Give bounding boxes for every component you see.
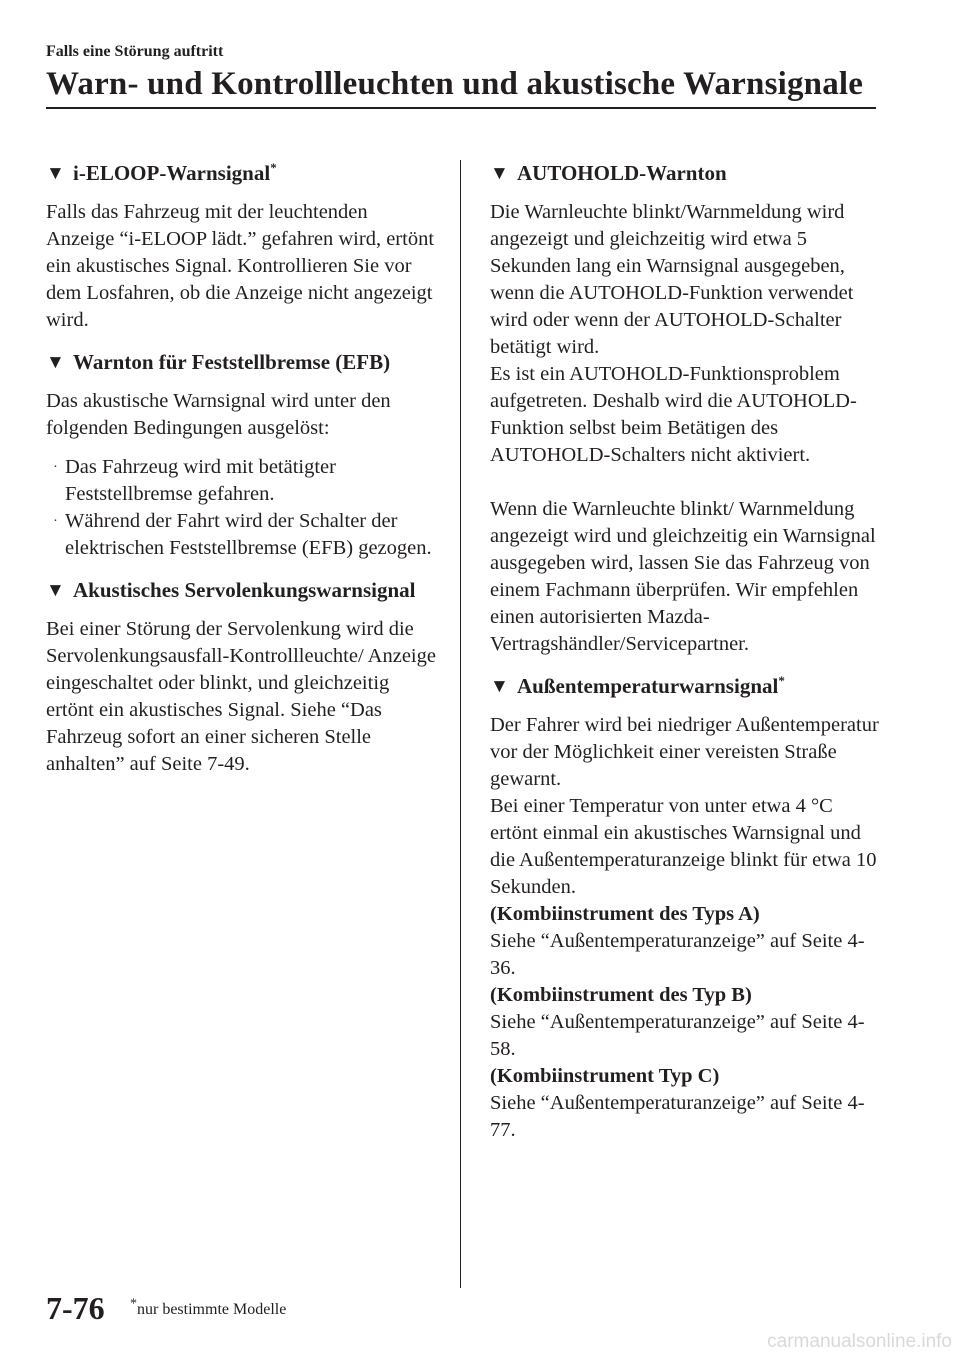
triangle-marker-icon: ▼ [46, 580, 65, 601]
list-item-text: Während der Fahrt wird der Schalter der elektrischen Feststellbremse (EFB) gezogen. [65, 510, 432, 559]
paragraph: Falls das Fahrzeug mit der leuchtenden Anzeige “i-ELOOP lädt.” gefahren wird, ertönt ein akustisches Signal. Kontrollieren Sie vor dem Losfahren, ob die Anzeige nicht angezeigt wird. [46, 201, 435, 331]
paragraph: Es ist ein AUTOHOLD-Funktionsproblem aufgetreten. Deshalb wird die AUTOHOLD-Funktion selbst beim Betätigen des AUTOHOLD-Schalters nicht aktiviert. [490, 363, 857, 466]
section-heading-autohold [490, 160, 880, 187]
section-heading-text: AUTOHOLD-Warnton [517, 161, 727, 185]
section-heading-temperature [490, 673, 880, 700]
list-item [46, 454, 436, 508]
page-header [46, 42, 876, 104]
paragraph: Der Fahrer wird bei niedriger Außentemperatur vor der Möglichkeit einer vereisten Straße gewarnt. [490, 714, 879, 790]
triangle-marker-icon: ▼ [46, 163, 65, 184]
section-heading-servo [46, 577, 436, 604]
list-item-text: Das Fahrzeug wird mit betätigter Feststellbremse gefahren. [65, 456, 336, 505]
page-reference: Siehe “Außentemperaturanzeige” auf Seite 4-58. [490, 1011, 865, 1060]
section-heading-text: Warnton für Feststellbremse (EFB) [73, 350, 391, 374]
list-item [46, 508, 436, 562]
page-number: 7-76 [46, 1290, 105, 1326]
triangle-marker-icon: ▼ [490, 676, 509, 697]
watermark: carmanualsonline.info [767, 1331, 952, 1352]
triangle-marker-icon: ▼ [490, 163, 509, 184]
paragraph: Bei einer Störung der Servolenkung wird die Servolenkungsausfall-Kontrollleuchte/ Anzeige eingeschaltet oder blinkt, und gleichzeitig ertönt ein akustisches Signal. Siehe “Das Fahrzeug sofort an einer sicheren Stelle anhalten” auf Seite 7-49. [46, 618, 436, 775]
triangle-marker-icon: ▼ [46, 352, 65, 373]
bullet-icon: · [53, 460, 58, 475]
asterisk-marker: * [778, 673, 785, 688]
paragraph: Das akustische Warnsignal wird unter den folgenden Bedingungen ausgelöst: [46, 390, 391, 439]
paragraph: Wenn die Warnleuchte blinkt/ Warnmeldung angezeigt wird und gleichzeitig ein Warnsignal ausgegeben wird, lassen Sie das Fahrzeug von einem Fachmann überprüfen. Wir empfehlen einen autorisierten Mazda-Vertragshändler/Servicepartner. [490, 498, 876, 655]
page-reference: Siehe “Außentemperaturanzeige” auf Seite 4-77. [490, 1092, 865, 1141]
paragraph: Die Warnleuchte blinkt/Warnmeldung wird angezeigt und gleichzeitig wird etwa 5 Sekunden lang ein Warnsignal ausgegeben, wenn die AUTOHOLD-Funktion verwendet wird oder wenn der AUTOHOLD-Schalter betätigt wird. [490, 201, 854, 358]
header-rule [46, 107, 876, 109]
left-column [46, 160, 436, 778]
subheading: (Kombiinstrument Typ C) [490, 1065, 720, 1087]
section-heading-text: i-ELOOP-Warnsignal [73, 161, 271, 185]
footnote [130, 1296, 287, 1320]
running-title: Falls eine Störung auftritt [46, 43, 224, 60]
section-heading-i-eloop [46, 160, 436, 187]
paragraph: Bei einer Temperatur von unter etwa 4 °C ertönt einmal ein akustisches Warnsignal und die Außentemperaturanzeige blinkt für etwa 10 Sekunden. [490, 795, 877, 898]
subheading: (Kombiinstrument des Typs A) [490, 903, 760, 925]
asterisk-marker: * [270, 160, 277, 175]
section-heading-efb [46, 349, 436, 376]
bullet-list [46, 454, 436, 562]
footnote-text: nur bestimmte Modelle [137, 1301, 287, 1318]
section-heading-text: Außentemperaturwarnsignal [517, 674, 779, 698]
page-reference: Siehe “Außentemperaturanzeige” auf Seite 4-36. [490, 930, 865, 979]
subheading: (Kombiinstrument des Typ B) [490, 984, 752, 1006]
asterisk-marker: * [130, 1296, 137, 1312]
section-heading-text: Akustisches Servolenkungswarnsignal [73, 578, 416, 602]
bullet-icon: · [53, 514, 58, 529]
page-title: Warn- und Kontrollleuchten und akustische Warnsignale [46, 66, 864, 102]
column-divider [460, 160, 461, 1288]
right-column [490, 160, 880, 1144]
